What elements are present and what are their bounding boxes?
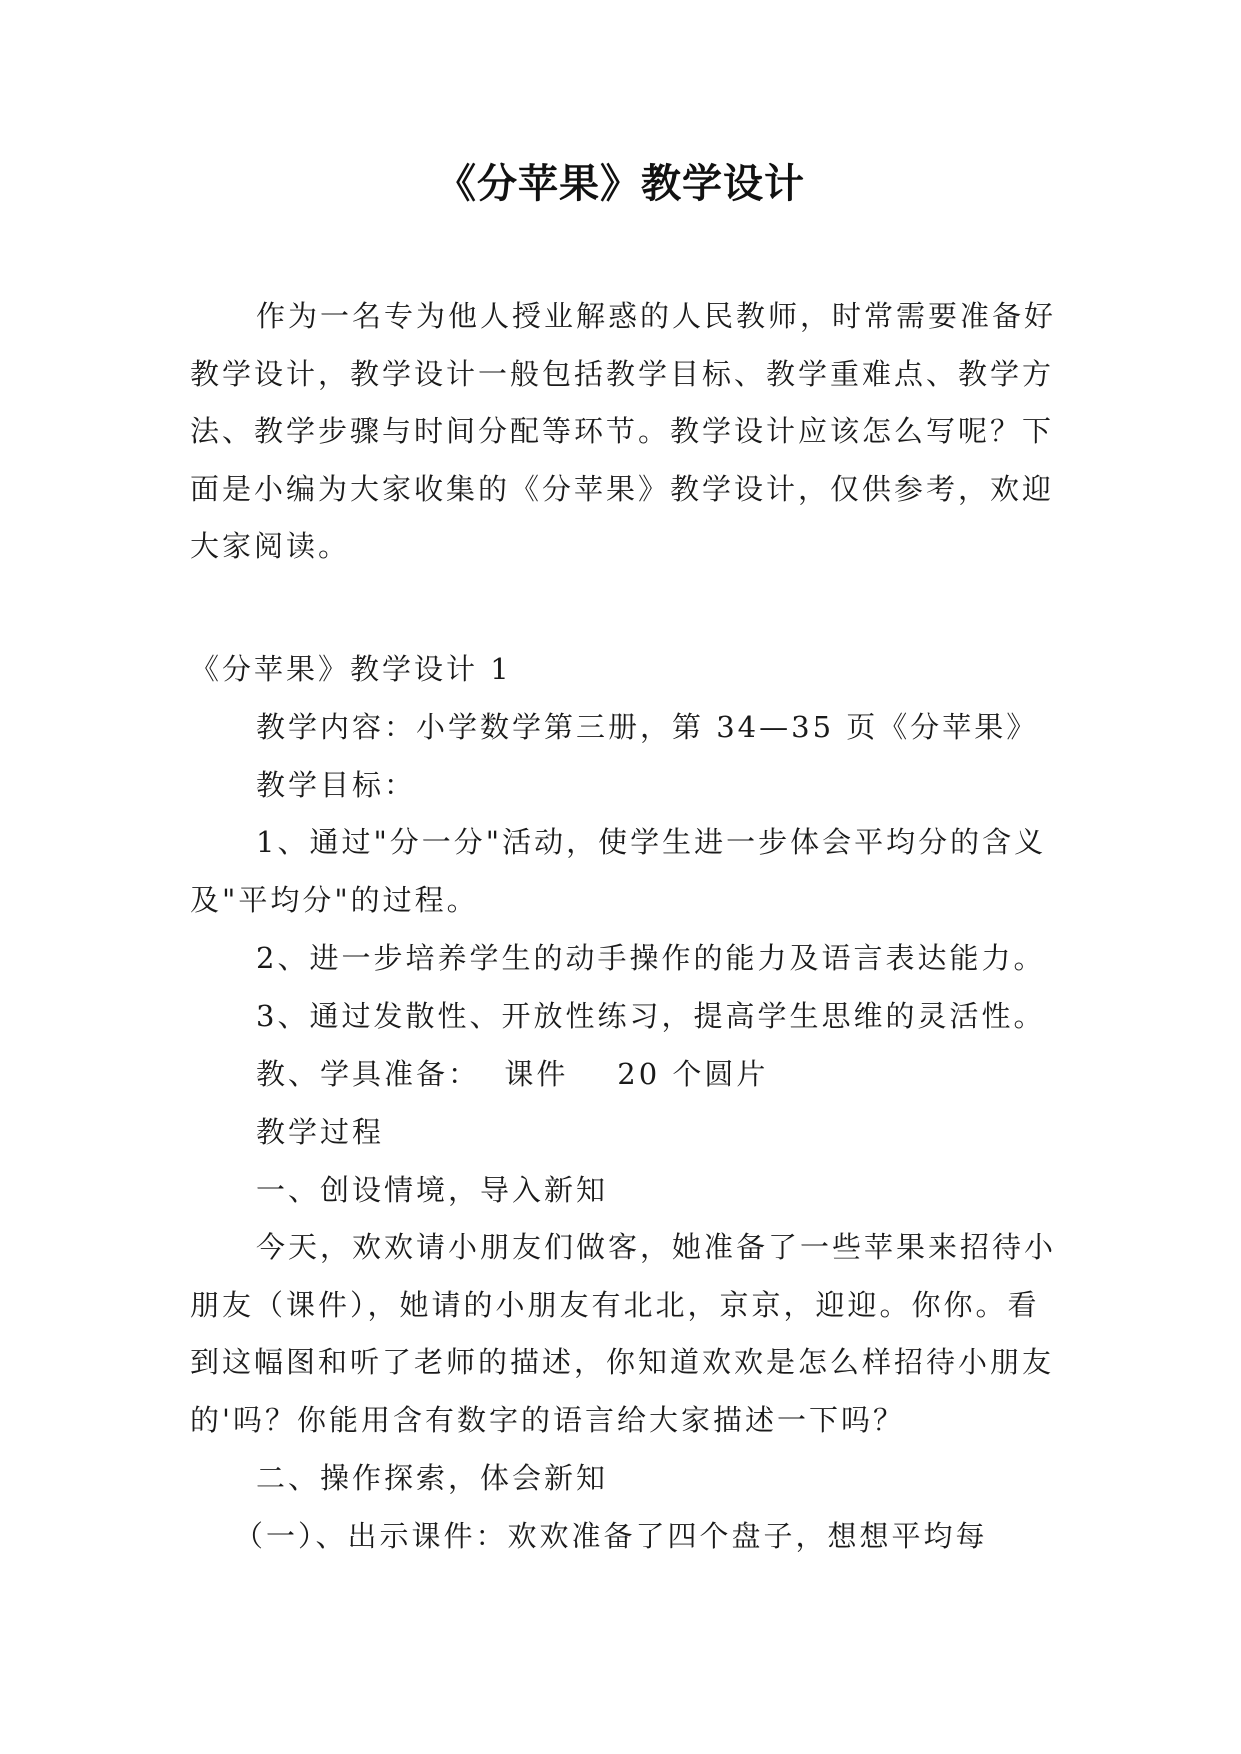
step-1-heading: 一、创设情境，导入新知	[256, 1173, 609, 1207]
step-1-paragraph: 今天，欢欢请小朋友们做客，她准备了一些苹果来招待小朋友（课件），她请的小朋友有北北，京京，迎迎。你你。看到这幅图和听了老师的描述，你知道欢欢是怎么样招待小朋友的'吗？你能用含有数字的语言给大家描述一下吗？	[190, 1230, 1057, 1437]
goal-item-3: 3、通过发散性、开放性练习，提高学生思维的灵活性。	[256, 999, 1046, 1033]
teaching-content: 教学内容：小学数学第三册，第 34—35 页《分苹果》	[256, 710, 1039, 744]
intro-paragraph: 作为一名专为他人授业解惑的人民教师，时常需要准备好教学设计，教学设计一般包括教学目标、教学重难点、教学方法、教学步骤与时间分配等环节。教学设计应该怎么写呢？下面是小编为大家收集的《分苹果》教学设计，仅供参考，欢迎大家阅读。	[190, 299, 1057, 563]
goal-item-1: 1、通过"分一分"活动，使学生进一步体会平均分的含义及"平均分"的过程。	[190, 825, 1047, 917]
step-2-item-1: （一）、出示课件：欢欢准备了四个盘子，想想平均每	[234, 1519, 988, 1553]
document-title: 《分苹果》教学设计	[436, 161, 805, 207]
materials-line: 教、学具准备： 课件 20 个圆片	[256, 1057, 769, 1091]
teaching-goals-label: 教学目标：	[256, 768, 417, 802]
step-2-heading: 二、操作探索，体会新知	[256, 1461, 609, 1495]
process-heading: 教学过程	[256, 1115, 385, 1149]
document-body	[190, 640, 1070, 1565]
section-heading: 《分苹果》教学设计 1	[190, 652, 512, 686]
goal-item-2: 2、进一步培养学生的动手操作的能力及语言表达能力。	[256, 941, 1046, 975]
